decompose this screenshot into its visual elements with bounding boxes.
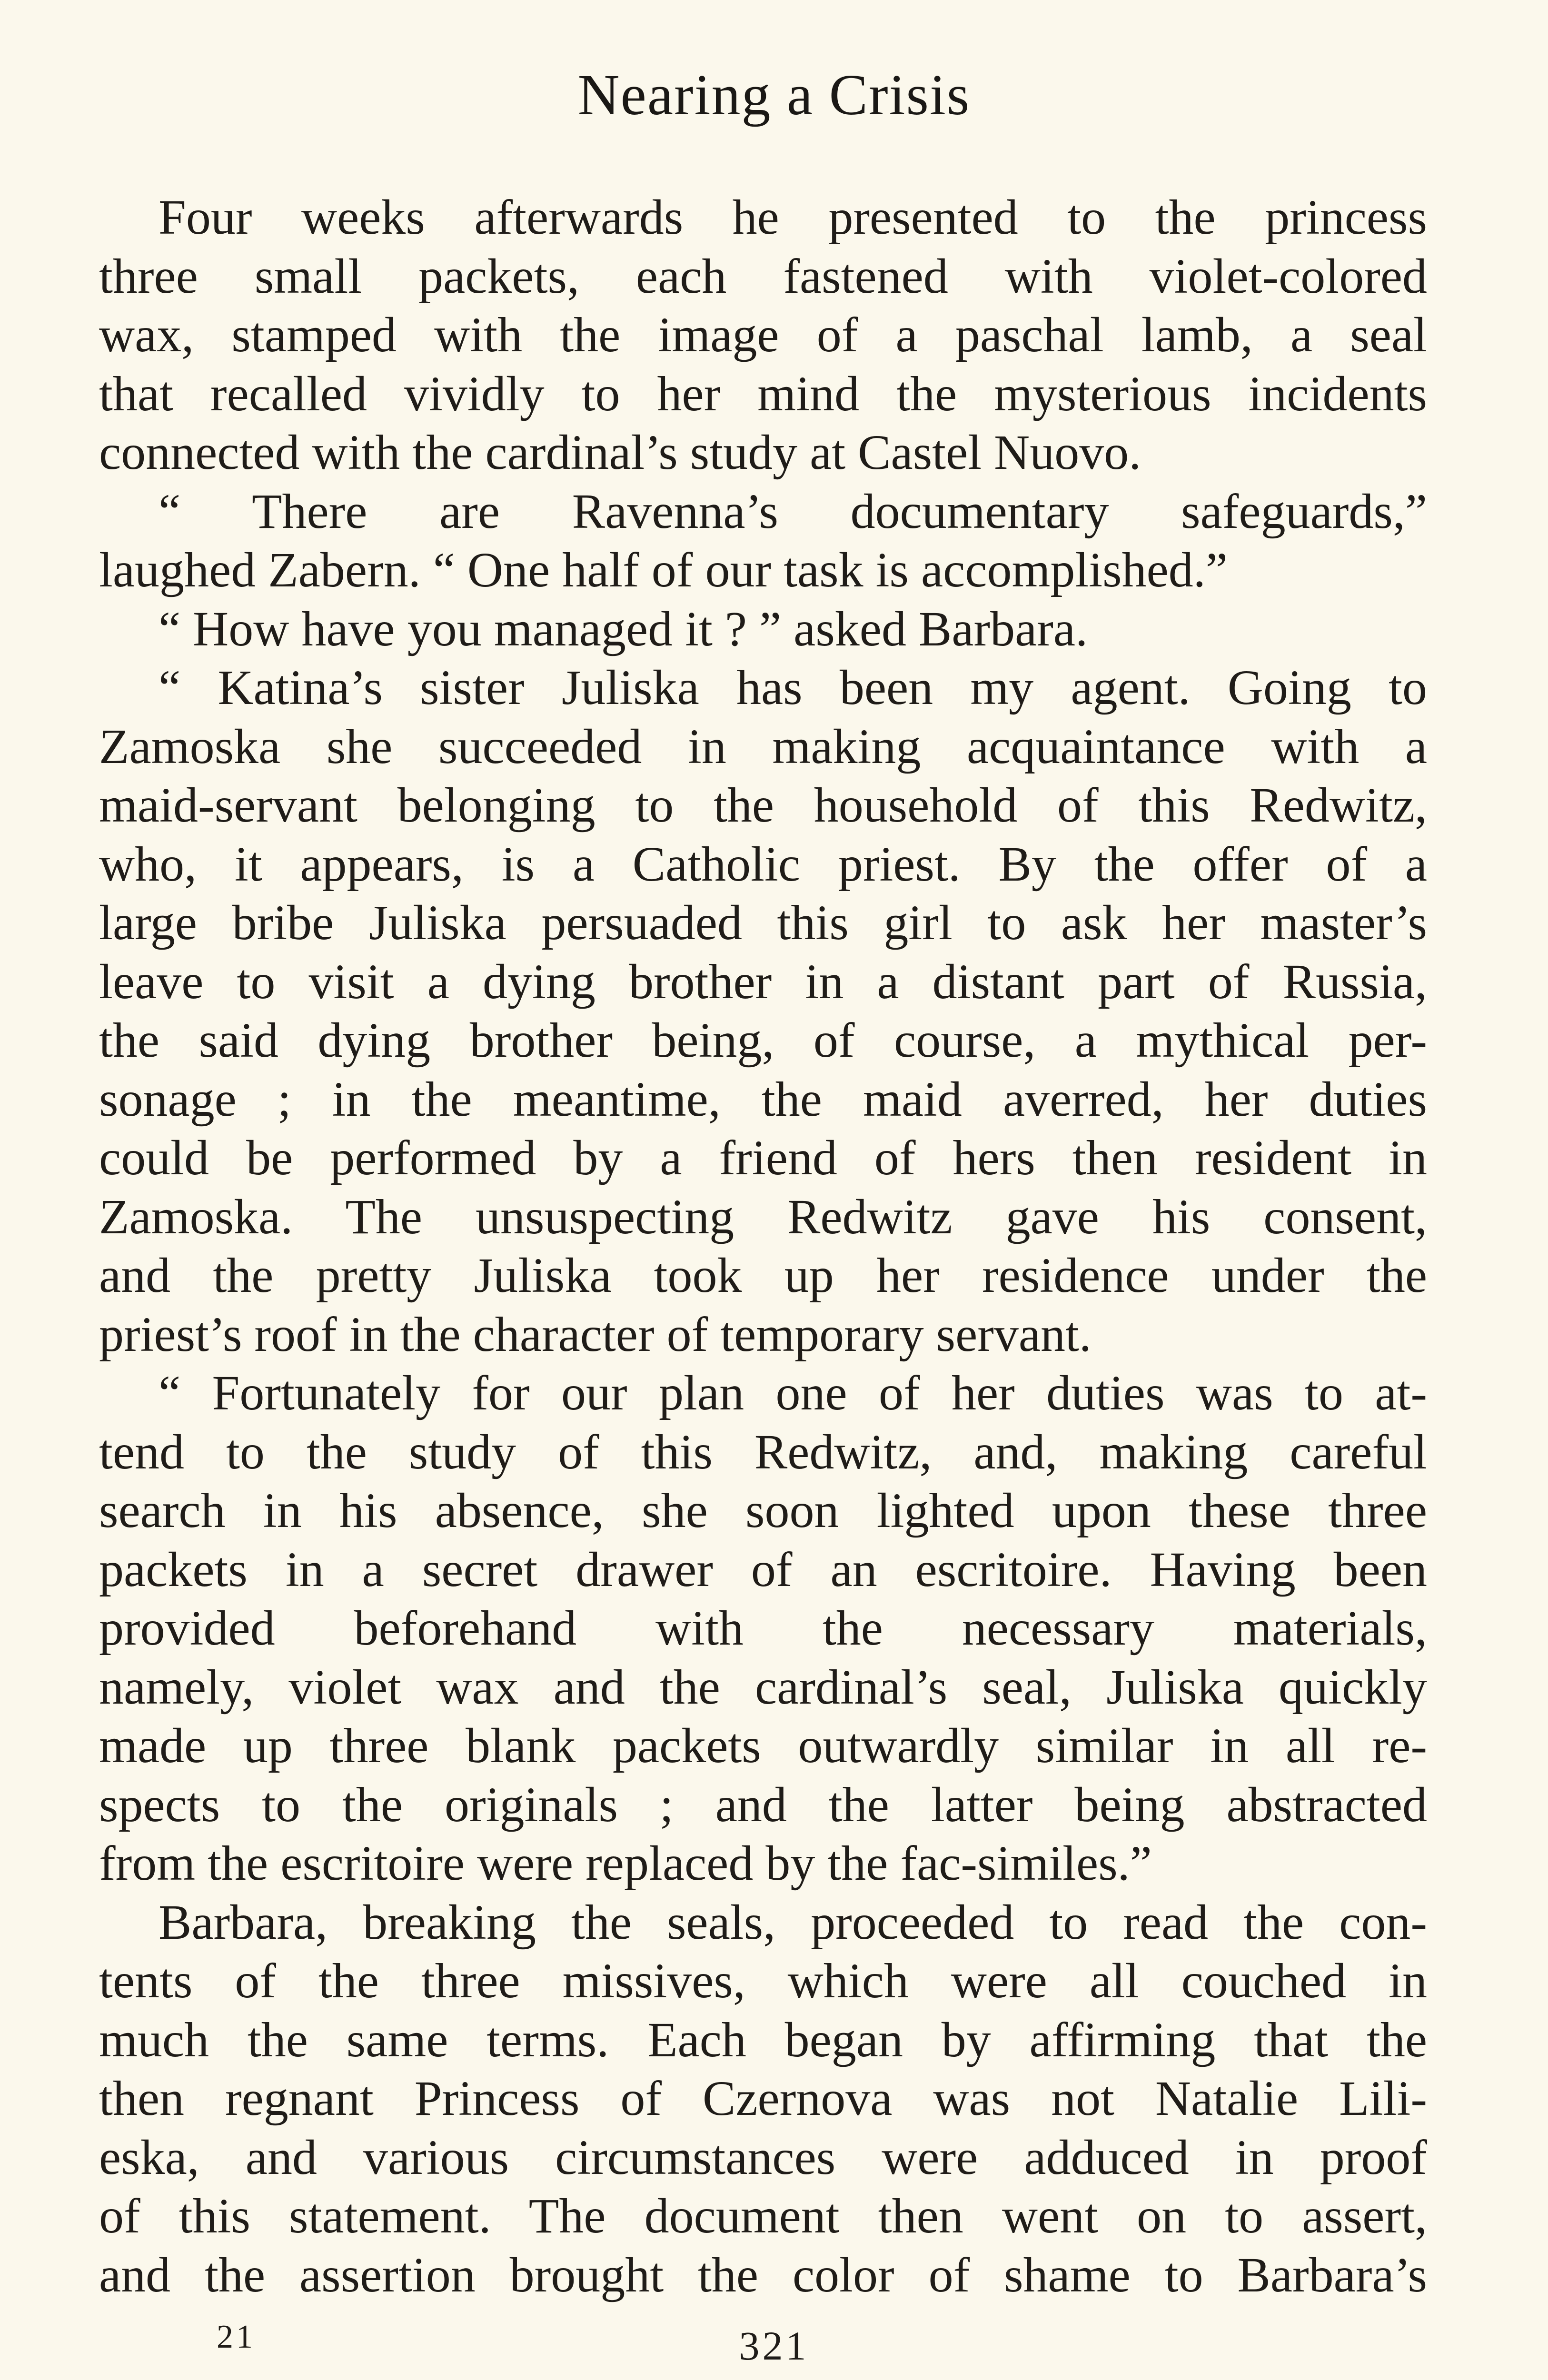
- text-line: “ How have you managed it ? ” asked Barbara.: [159, 601, 1088, 656]
- text-line: sonage ; in the meantime, the maid averred, her duties: [99, 1071, 1427, 1127]
- text-line: from the escritoire were replaced by the fac-similes.”: [99, 1836, 1152, 1891]
- text-line: provided beforehand with the necessary materials,: [99, 1601, 1427, 1656]
- text-line: could be performed by a friend of hers then resident in: [99, 1130, 1427, 1185]
- text-line: large bribe Juliska persuaded this girl to ask her master’s: [99, 895, 1427, 950]
- text-line: Zamoska. The unsuspecting Redwitz gave his consent,: [99, 1189, 1427, 1244]
- text-line: search in his absence, she soon lighted upon these three: [99, 1483, 1427, 1538]
- text-line: tents of the three missives, which were all couched in: [99, 1954, 1427, 2008]
- text-line: three small packets, each fastened with violet-colored: [99, 248, 1427, 304]
- text-line: connected with the cardinal’s study at Castel Nuovo.: [99, 425, 1141, 480]
- text-line: the said dying brother being, of course, a mythical per-: [99, 1013, 1427, 1068]
- running-title: Nearing a Crisis: [577, 63, 971, 127]
- text-line: eska, and various circumstances were adduced in proof: [99, 2130, 1427, 2185]
- text-line: packets in a secret drawer of an escritoire. Having been: [99, 1542, 1427, 1597]
- text-line: much the same terms. Each began by affirming that the: [99, 2012, 1427, 2067]
- text-line: and the assertion brought the color of shame to Barbara’s: [99, 2247, 1427, 2302]
- text-line: made up three blank packets outwardly similar in all re-: [99, 1718, 1427, 1773]
- text-line: Zamoska she succeeded in making acquaintance with a: [99, 719, 1427, 774]
- text-line: maid-servant belonging to the household of this Redwitz,: [99, 778, 1427, 833]
- text-line: Four weeks afterwards he presented to the princess: [159, 190, 1427, 245]
- signature-mark: 21: [217, 2319, 256, 2355]
- text-line: priest’s roof in the character of temporary servant.: [99, 1307, 1092, 1362]
- text-line: then regnant Princess of Czernova was not Natalie Lili-: [99, 2071, 1427, 2126]
- text-line: tend to the study of this Redwitz, and, making careful: [99, 1424, 1427, 1479]
- body-text: [99, 188, 1427, 2304]
- text-line: Barbara, breaking the seals, proceeded to read the con-: [159, 1894, 1427, 1950]
- text-line: of this statement. The document then went on to assert,: [99, 2189, 1427, 2243]
- text-line: laughed Zabern. “ One half of our task is accomplished.”: [99, 543, 1228, 597]
- text-line: “ Fortunately for our plan one of her duties was to at-: [159, 1366, 1427, 1420]
- text-line: who, it appears, is a Catholic priest. By the offer of a: [99, 836, 1427, 892]
- text-line: “ Katina’s sister Juliska has been my agent. Going to: [159, 660, 1427, 715]
- text-line: wax, stamped with the image of a paschal lamb, a seal: [99, 307, 1427, 362]
- text-line: spects to the originals ; and the latter being abstracted: [99, 1777, 1427, 1832]
- text-line: namely, violet wax and the cardinal’s seal, Juliska quickly: [99, 1659, 1427, 1715]
- text-line: “ There are Ravenna’s documentary safeguards,”: [159, 484, 1427, 539]
- text-line: and the pretty Juliska took up her residence under the: [99, 1248, 1427, 1303]
- page-number: 321: [739, 2323, 809, 2369]
- text-line: that recalled vividly to her mind the mysterious incidents: [99, 366, 1427, 421]
- text-line: leave to visit a dying brother in a distant part of Russia,: [99, 954, 1427, 1009]
